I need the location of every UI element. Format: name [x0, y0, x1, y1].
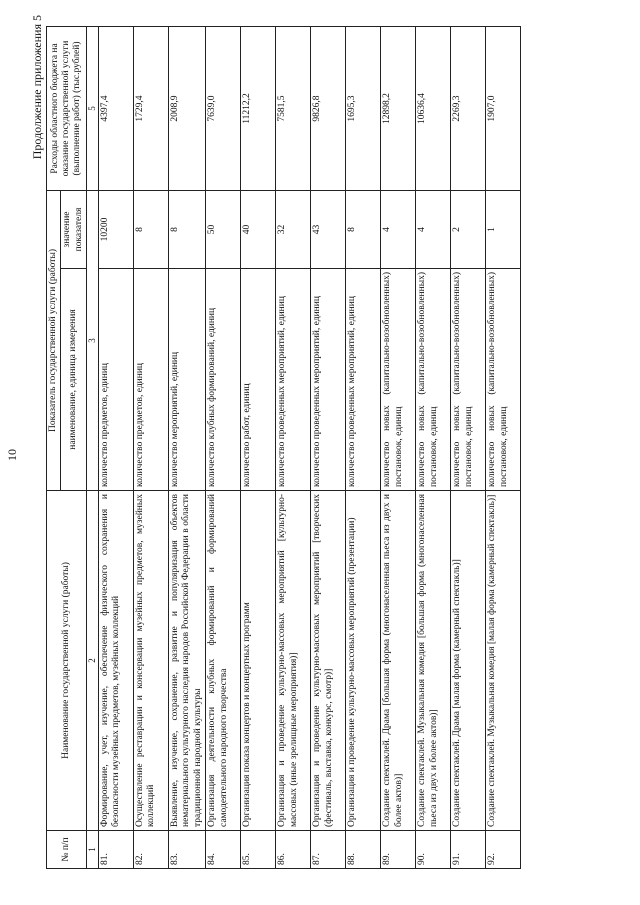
indicator-value-cell: 40 — [241, 191, 276, 269]
indicator-value-cell: 10200 — [98, 191, 133, 269]
indicator-value-cell: 43 — [311, 191, 346, 269]
table-row — [381, 27, 416, 869]
service-name-cell: Осуществление реставрации и консервации музейных предметов, музейных коллекций — [133, 491, 168, 831]
expenses-cell: 1729,4 — [133, 27, 168, 191]
column-number: 3 — [87, 191, 99, 491]
service-name-cell: Формирование, учет, изучение, обеспечение физического сохранения и безопасности музейных предметов, музейных коллекций — [98, 491, 133, 831]
header-row — [47, 27, 61, 869]
header-indicator-value: значение показателя — [61, 191, 87, 269]
row-number: 82. — [133, 831, 168, 869]
column-number: 1 — [87, 831, 99, 869]
row-number: 86. — [276, 831, 311, 869]
expenses-cell: 2008,9 — [168, 27, 205, 191]
header-service-name: Наименование государственной услуги (работы) — [47, 491, 87, 831]
column-numbers-row — [87, 27, 99, 869]
expenses-cell: 12898,2 — [381, 27, 416, 191]
row-number: 84. — [206, 831, 241, 869]
indicator-value-cell: 2 — [451, 191, 486, 269]
header-indicator-group: Показатель государственной услуги (работы) — [47, 191, 61, 491]
expenses-cell: 2269,3 — [451, 27, 486, 191]
column-number: 2 — [87, 491, 99, 831]
indicator-name-cell: количество новых (капитально-возобновленных) постановок, единиц — [486, 269, 521, 491]
table-row — [241, 27, 276, 869]
table-row — [98, 27, 133, 869]
indicator-value-cell: 50 — [206, 191, 241, 269]
expenses-cell: 7581,5 — [276, 27, 311, 191]
service-name-cell: Создание спектаклей. Драма [малая форма (камерный спектакль)] — [451, 491, 486, 831]
indicator-value-cell: 8 — [133, 191, 168, 269]
column-number: 5 — [87, 27, 99, 191]
row-number: 81. — [98, 831, 133, 869]
indicator-name-cell: количество новых (капитально-возобновленных) постановок, единиц — [416, 269, 451, 491]
service-name-cell: Организация деятельности клубных формирований и формирований самодеятельного народного творчества — [206, 491, 241, 831]
row-number: 87. — [311, 831, 346, 869]
service-name-cell: Выявление, изучение, сохранение, развитие и популяризация объектов нематериального культурного наследия народов Российской Федерации в области традиционной народной культуры — [168, 491, 205, 831]
indicator-name-cell: количество новых (капитально-возобновленных) постановок, единиц — [381, 269, 416, 491]
indicator-name-cell: количество клубных формирований, единиц — [206, 269, 241, 491]
indicator-value-cell: 4 — [416, 191, 451, 269]
indicator-name-cell: количество предметов, единиц — [98, 269, 133, 491]
service-name-cell: Организация показа концертов и концертных программ — [241, 491, 276, 831]
expenses-cell: 10636,4 — [416, 27, 451, 191]
indicator-value-cell: 8 — [168, 191, 205, 269]
row-number: 88. — [346, 831, 381, 869]
table-row — [486, 27, 521, 869]
indicator-value-cell: 8 — [346, 191, 381, 269]
header-num: № п/п — [47, 831, 87, 869]
table-row — [133, 27, 168, 869]
service-name-cell: Организация и проведение культурно-массовых мероприятий [культурно-массовых (иные зрелищные мероприятия)] — [276, 491, 311, 831]
expenses-cell: 1695,3 — [346, 27, 381, 191]
table-row — [276, 27, 311, 869]
expenses-cell: 9826,8 — [311, 27, 346, 191]
indicator-name-cell: количество мероприятий, единиц — [168, 269, 205, 491]
service-name-cell: Создание спектаклей. Драма [большая форма (многонаселенная пьеса из двух и более актов)] — [381, 491, 416, 831]
table-row — [346, 27, 381, 869]
indicator-name-cell: количество проведенных мероприятий, единиц — [311, 269, 346, 491]
header-expenses: Расходы областного бюджета на оказание государственной услуги (выполнение работ) (тыс.рублей) — [47, 27, 87, 191]
table-row — [451, 27, 486, 869]
indicator-name-cell: количество проведенных мероприятий, единиц — [276, 269, 311, 491]
service-name-cell: Организация и проведение культурно-массовых мероприятий [творческих (фестиваль, выставка, конкурс, смотр)] — [311, 491, 346, 831]
service-name-cell: Создание спектаклей. Музыкальная комедия [малая форма (камерный спектакль)] — [486, 491, 521, 831]
services-table — [46, 26, 521, 869]
expenses-cell: 4397,4 — [98, 27, 133, 191]
indicator-value-cell: 1 — [486, 191, 521, 269]
row-number: 85. — [241, 831, 276, 869]
header-indicator-name: наименование, единица измерения — [61, 269, 87, 491]
indicator-value-cell: 4 — [381, 191, 416, 269]
row-number: 90. — [416, 831, 451, 869]
page-number: 10 — [5, 449, 19, 461]
row-number: 92. — [486, 831, 521, 869]
expenses-cell: 1907,0 — [486, 27, 521, 191]
indicator-name-cell: количество проведенных мероприятий, единиц — [346, 269, 381, 491]
service-name-cell: Создание спектаклей. Музыкальная комедия [большая форма (многонаселенная пьеса из двух и более актов)] — [416, 491, 451, 831]
row-number: 89. — [381, 831, 416, 869]
indicator-value-cell: 32 — [276, 191, 311, 269]
table-row — [416, 27, 451, 869]
service-name-cell: Организация и проведение культурно-массовых мероприятий (презентации) — [346, 491, 381, 831]
expenses-cell: 11212,2 — [241, 27, 276, 191]
indicator-name-cell: количество новых (капитально-возобновленных) постановок, единиц — [451, 269, 486, 491]
table-row — [168, 27, 205, 869]
table-row — [206, 27, 241, 869]
indicator-name-cell: количество предметов, единиц — [133, 269, 168, 491]
row-number: 83. — [168, 831, 205, 869]
expenses-cell: 7639,0 — [206, 27, 241, 191]
table-row — [311, 27, 346, 869]
continuation-label: Продолжение приложения 5 — [30, 15, 44, 160]
indicator-name-cell: количество работ, единиц — [241, 269, 276, 491]
row-number: 91. — [451, 831, 486, 869]
